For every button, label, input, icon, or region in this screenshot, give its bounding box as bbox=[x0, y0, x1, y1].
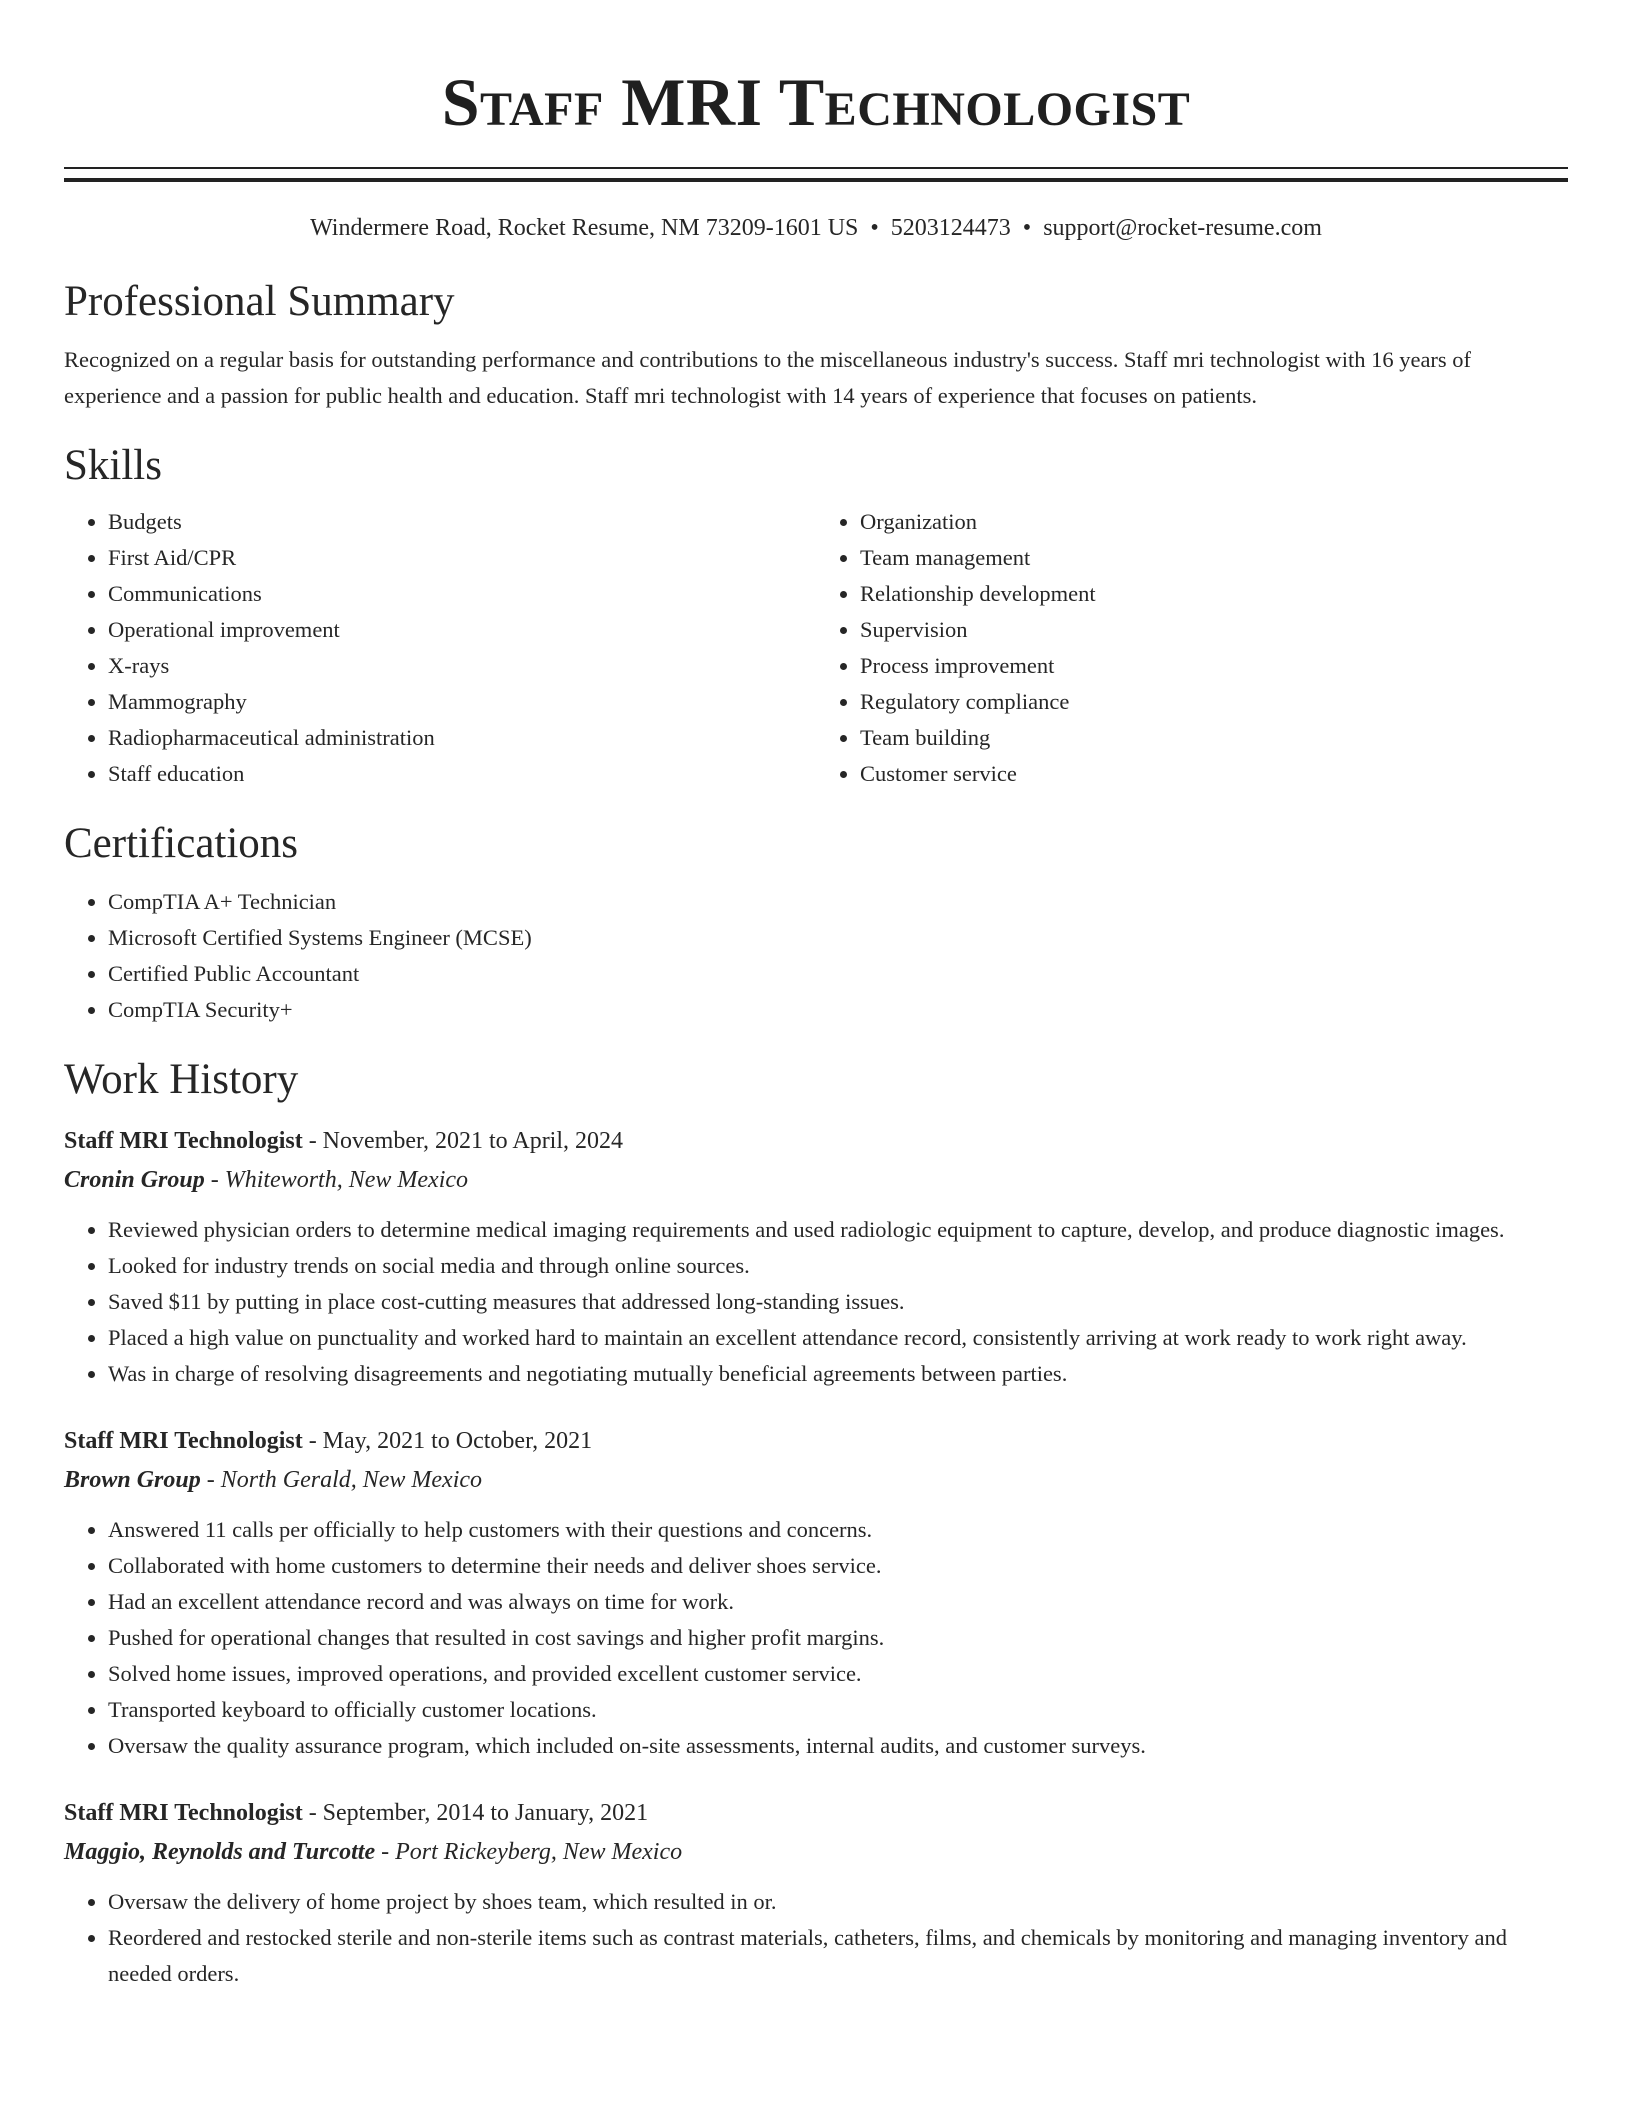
skill-item: • Relationship development bbox=[860, 576, 1568, 612]
job-bullet: • Had an excellent attendance record and was always on time for work. bbox=[108, 1584, 1568, 1620]
job-title: Staff MRI Technologist bbox=[64, 1128, 303, 1154]
job-entry bbox=[64, 1422, 1568, 1764]
job-bullet: • Was in charge of resolving disagreements and negotiating mutually beneficial agreements between parties. bbox=[108, 1356, 1568, 1392]
certification-item: • CompTIA A+ Technician bbox=[108, 884, 1568, 920]
job-location: - North Gerald, New Mexico bbox=[200, 1467, 483, 1493]
job-title-line bbox=[64, 1794, 1568, 1832]
skill-item: • Team building bbox=[860, 720, 1568, 756]
job-title-line bbox=[64, 1122, 1568, 1160]
contact-address: Windermere Road, Rocket Resume, NM 73209-1601 US bbox=[310, 215, 859, 241]
certification-item: • CompTIA Security+ bbox=[108, 992, 1568, 1028]
skills-heading: Skills bbox=[64, 442, 162, 489]
job-company-line bbox=[64, 1160, 1568, 1200]
skill-item: • Mammography bbox=[108, 684, 816, 720]
job-company-line bbox=[64, 1460, 1568, 1500]
resume-title: Staff MRI Technologist bbox=[441, 64, 1191, 140]
job-company: Brown Group bbox=[64, 1467, 201, 1493]
skills-list-left bbox=[64, 504, 816, 792]
job-company-line bbox=[64, 1832, 1568, 1872]
skill-item: • Regulatory compliance bbox=[860, 684, 1568, 720]
job-company: Maggio, Reynolds and Turcotte bbox=[64, 1839, 376, 1865]
job-bullet: • Looked for industry trends on social media and through online sources. bbox=[108, 1248, 1568, 1284]
job-bullet: • Oversaw the delivery of home project by shoes team, which resulted in or. bbox=[108, 1884, 1568, 1920]
job-entry bbox=[64, 1122, 1568, 1392]
contact-separator: • bbox=[870, 215, 879, 241]
job-bullet: • Transported keyboard to officially customer locations. bbox=[108, 1692, 1568, 1728]
job-entry bbox=[64, 1794, 1568, 1992]
job-bullet: • Collaborated with home customers to determine their needs and deliver shoes service. bbox=[108, 1548, 1568, 1584]
skill-item: • Operational improvement bbox=[108, 612, 816, 648]
summary-text: Recognized on a regular basis for outstanding performance and contributions to the miscellaneous industry's success. Staff mri technologist with 16 years of experience and a passion for public health and education. Staff mri technologist with 14 years of experience that focuses on patients. bbox=[64, 347, 1472, 408]
skill-item: • Organization bbox=[860, 504, 1568, 540]
skill-item: • Budgets bbox=[108, 504, 816, 540]
summary-heading: Professional Summary bbox=[64, 278, 455, 325]
job-title-line bbox=[64, 1422, 1568, 1460]
skill-item: • Supervision bbox=[860, 612, 1568, 648]
certification-item: • Certified Public Accountant bbox=[108, 956, 1568, 992]
skill-item: • Process improvement bbox=[860, 648, 1568, 684]
certifications-list bbox=[64, 884, 1568, 1028]
contact-phone: 5203124473 bbox=[890, 215, 1011, 241]
certifications-heading: Certifications bbox=[64, 820, 299, 867]
job-bullet: • Answered 11 calls per officially to help customers with their questions and concerns. bbox=[108, 1512, 1568, 1548]
title-divider bbox=[64, 167, 1568, 182]
certification-item: • Microsoft Certified Systems Engineer (MCSE) bbox=[108, 920, 1568, 956]
skill-item: • Staff education bbox=[108, 756, 816, 792]
skills-list-right bbox=[816, 504, 1568, 792]
job-title: Staff MRI Technologist bbox=[64, 1428, 303, 1454]
job-bullet: • Saved $11 by putting in place cost-cutting measures that addressed long-standing issues. bbox=[108, 1284, 1568, 1320]
job-bullet: • Reordered and restocked sterile and non-sterile items such as contrast materials, catheters, films, and chemicals by monitoring and managing inventory and needed orders. bbox=[108, 1920, 1568, 1992]
contact-email: support@rocket-resume.com bbox=[1043, 215, 1322, 241]
job-bullet: • Pushed for operational changes that resulted in cost savings and higher profit margins. bbox=[108, 1620, 1568, 1656]
skill-item: • X-rays bbox=[108, 648, 816, 684]
job-dates: - September, 2014 to January, 2021 bbox=[302, 1800, 649, 1826]
job-bullets bbox=[64, 1212, 1568, 1392]
job-dates: - November, 2021 to April, 2024 bbox=[302, 1128, 624, 1154]
job-bullet: • Reviewed physician orders to determine medical imaging requirements and used radiologic equipment to capture, develop, and produce diagnostic images. bbox=[108, 1212, 1568, 1248]
job-company: Cronin Group bbox=[64, 1167, 205, 1193]
skill-item: • Radiopharmaceutical administration bbox=[108, 720, 816, 756]
skill-item: • First Aid/CPR bbox=[108, 540, 816, 576]
job-bullet: • Solved home issues, improved operations, and provided excellent customer service. bbox=[108, 1656, 1568, 1692]
job-title: Staff MRI Technologist bbox=[64, 1800, 303, 1826]
skills-columns bbox=[64, 504, 1568, 792]
contact-separator: • bbox=[1022, 215, 1032, 241]
job-dates: - May, 2021 to October, 2021 bbox=[302, 1428, 593, 1454]
skill-item: • Customer service bbox=[860, 756, 1568, 792]
job-bullets bbox=[64, 1884, 1568, 1992]
job-bullets bbox=[64, 1512, 1568, 1764]
skill-item: • Communications bbox=[108, 576, 816, 612]
job-location: - Port Rickeyberg, New Mexico bbox=[375, 1839, 683, 1865]
skill-item: • Team management bbox=[860, 540, 1568, 576]
job-location: - Whiteworth, New Mexico bbox=[204, 1167, 469, 1193]
job-bullet: • Oversaw the quality assurance program, which included on-site assessments, internal audits, and customer surveys. bbox=[108, 1728, 1568, 1764]
job-bullet: • Placed a high value on punctuality and worked hard to maintain an excellent attendance record, consistently arriving at work ready to work right away. bbox=[108, 1320, 1568, 1356]
work-history-heading: Work History bbox=[64, 1056, 299, 1103]
contact-line bbox=[64, 212, 1568, 244]
